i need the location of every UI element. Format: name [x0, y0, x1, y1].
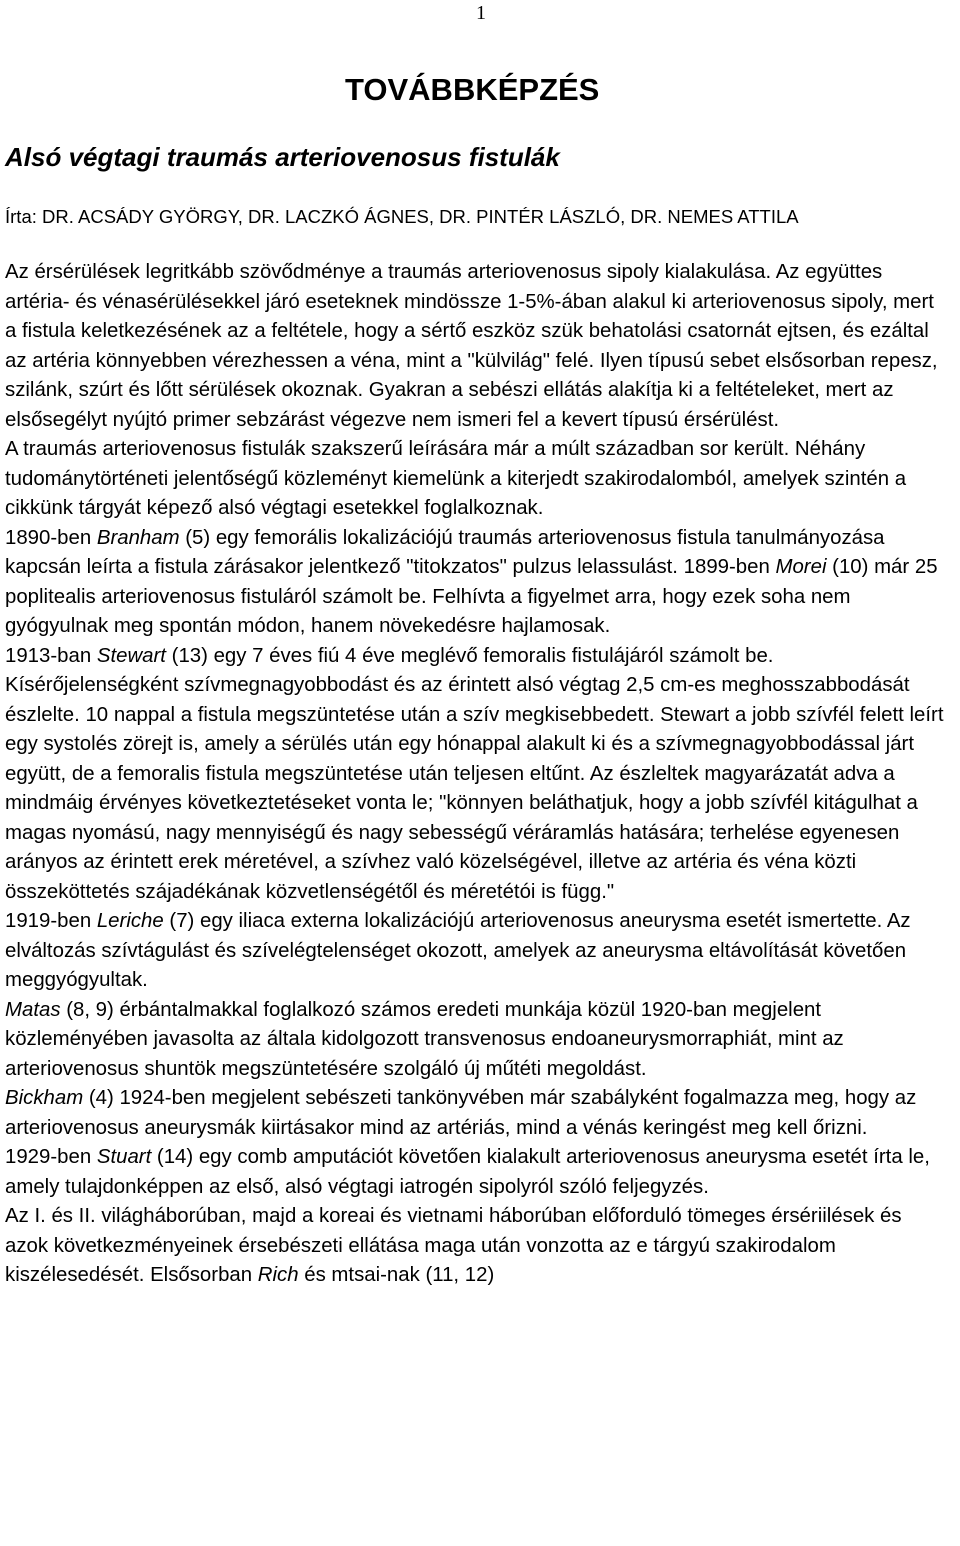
author-name: Bickham	[5, 1087, 84, 1109]
text-span: 1919-ben	[5, 910, 97, 932]
page-number: 1	[476, 2, 486, 24]
text-span: (7) egy iliaca externa lokalizációjú arteriovenosus aneurysma esetét ismertette. Az elváltozás szívtágulást és szívelégtelenséget okozott, amelyek az aneurysma eltávolítását követően meggyógyultak.	[5, 910, 911, 991]
text-span: és mtsai-nak (11, 12)	[298, 1264, 495, 1286]
text-span: Az érsérülések legritkább szövődménye a traumás arteriovenosus sipoly kialakulása. Az együttes artéria- és vénasérülésekkel járó eseteknek mindössze 1-5%-ában alakul ki arteriovenosus sipoly, mert a fistula keletkezésének az a feltétele, hogy a sértő eszköz szük behatolási csatornát ejtsen, és ezáltal az artéria könnyebben vérezhessen a véna, mint a "külvilág" felé. Ilyen típusú sebet elsősorban repesz, szilánk, szúrt és lőtt sérülések okoznak. Gyakran a sebészi ellátás alakítja ki a feltételeket, mert az elsősegélyt nyújtó primer sebzárást végezve nem ismeri fel a kevert típusú érsérülést.	[5, 261, 938, 431]
author-name: Stuart	[96, 1146, 152, 1168]
text-span: (8, 9) érbántalmakkal foglalkozó számos eredeti munkája közül 1920-ban megjelent közleményében javasolta az általa kidolgozott transvenosus endoaneurysmorraphiát, mint az arteriovenosus shuntök megszüntetésére szolgáló új műtéti megoldást.	[5, 998, 844, 1080]
article-body	[5, 258, 950, 1291]
text-span: (4) 1924-ben megjelent sebészeti tankönyvében már szabályként fogalmazza meg, hogy az arteriovenosus aneurysmák kiirtásakor mind az artériás, mind a vénás keringést meg kell őrizni.	[5, 1087, 917, 1139]
paragraph-stuart	[5, 1143, 950, 1202]
text-span: 1913-ban	[5, 644, 97, 667]
section-title: TOVÁBBKÉPZÉS	[345, 72, 600, 107]
text-span: (13) egy 7 éves fiú 4 éve meglévő femoralis fistulájáról számolt be. Kísérőjelenségként szívmegnagyobbodást és az érintett alsó végtag 2,5 cm-es meghosszabbodását észlelte. 10 nappal a fistula megszüntetése után a szív megkisebbedett. Stewart a jobb szívfél felett leírt egy systolés zörejt is, amely a sérülés után egy hónappal alakult ki és a szívmegnagyobbodással járt együtt, de a femoralis fistula megszüntetése után teljesen eltűnt. Az észleltek magyarázatát adva a mindmáig érvényes következtetéseket vonta le; "könnyen beláthatjuk, hogy a jobb szívfél kitágulhat a magas nyomású, nagy mennyiségű és nagy sebességű véráramlás hatására; terhelése egyenesen arányos az érintett erek méretével, a szívhez való közelségével, illetve az artéria és véna közti összeköttetés szájadékának közvetlenségétől és méretétói is függ."	[5, 644, 944, 903]
author-name: Morei	[775, 556, 827, 578]
paragraph-matas	[5, 996, 950, 1085]
text-span: 1890-ben	[5, 526, 97, 549]
authors-line: Írta: DR. ACSÁDY GYÖRGY, DR. LACZKÓ ÁGNES, DR. PINTÉR LÁSZLÓ, DR. NEMES ATTILA	[5, 206, 799, 227]
article-title: Alsó végtagi traumás arteriovenosus fistulák	[5, 142, 560, 172]
author-name: Stewart	[96, 644, 166, 667]
text-span: (5) egy femorális lokalizációjú traumás arteriovenosus fistula tanulmányozása kapcsán leírta a fistula zárásakor jelentkező "titokzatos" pulzus lelassulást. 1899-ben	[5, 526, 885, 578]
text-span: (10) már 25 poplitealis arteriovenosus fistuláról számolt be. Felhívta a figyelmet arra, hogy ezek soha nem gyógyulnak meg spontán módon, hanem növekedésre hajlamosak.	[5, 556, 938, 637]
paragraph-branham-morei	[5, 524, 950, 642]
author-name: Matas	[5, 998, 61, 1021]
text-span: 1929-ben	[5, 1146, 97, 1168]
text-span: (14) egy comb amputációt követően kialakult arteriovenosus aneurysma esetét írta le, amely tulajdonképpen az első, alsó végtagi iatrogén sipolyról szóló feljegyzés.	[5, 1146, 930, 1198]
paragraph-bickham	[5, 1084, 950, 1143]
text-span: Az I. és II. világháborúban, majd a koreai és vietnami háborúban előforduló tömeges érsériilések és azok következményeinek érsebészeti ellátása maga után vonzotta az e tárgyú szakirodalom kiszélesedését. Elsősorban	[5, 1205, 902, 1286]
paragraph-leriche	[5, 907, 950, 996]
text-span: A traumás arteriovenosus fistulák szakszerű leírására már a múlt században sor került. Néhány tudománytörténeti jelentőségű közleményt kiemelünk a kiterjedt szakirodalomból, amelyek szintén a cikkünk tárgyát képező alsó végtagi esetekkel foglalkoznak.	[5, 438, 907, 519]
author-name: Rich	[257, 1264, 299, 1286]
paragraph-intro	[5, 258, 950, 435]
author-name: Leriche	[96, 910, 164, 932]
author-name: Branham	[96, 526, 180, 549]
paragraph-history-intro	[5, 435, 950, 524]
paragraph-stewart	[5, 642, 950, 908]
paragraph-wars	[5, 1202, 950, 1291]
